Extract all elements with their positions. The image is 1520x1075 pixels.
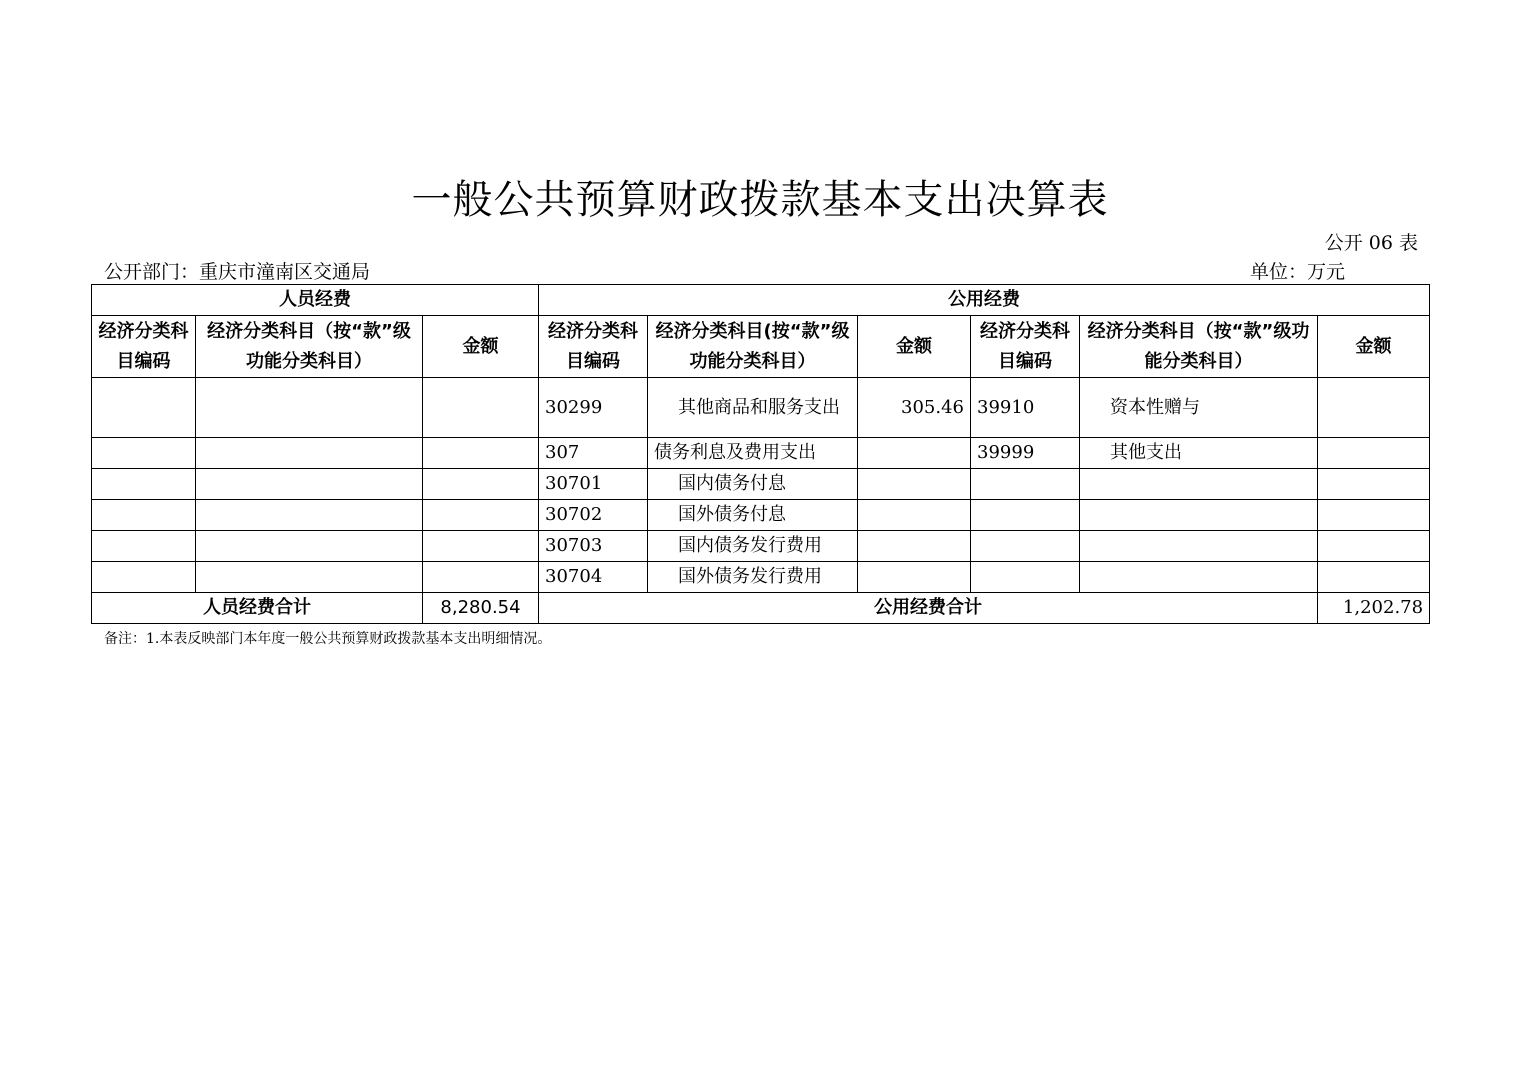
total-personnel-value: 8,280.54: [423, 593, 539, 624]
unit-label: 单位：万元: [1250, 261, 1346, 283]
cell-amount: [858, 469, 971, 500]
col-header-name: 经济分类科目(按“款”级功能分类科目）: [648, 316, 858, 378]
cell-amount: [1318, 500, 1430, 531]
cell-empty: [423, 500, 539, 531]
group-header-row: [92, 285, 1430, 316]
cell-amount: [1318, 378, 1430, 438]
cell-code: 30704: [539, 562, 648, 593]
table-row: [92, 378, 1430, 438]
form-number: 公开 06 表: [1324, 232, 1418, 254]
col-header-amount: 金额: [858, 316, 971, 378]
table-row: [92, 438, 1430, 469]
cell-name: 国内债务付息: [648, 469, 858, 500]
cell-amount: [1318, 531, 1430, 562]
table-row: [92, 500, 1430, 531]
department-label: 公开部门：重庆市潼南区交通局: [104, 261, 371, 283]
cell-empty: [92, 500, 196, 531]
cell-amount: [1318, 469, 1430, 500]
cell-empty: [196, 438, 423, 469]
cell-empty: [423, 438, 539, 469]
table-row: [92, 531, 1430, 562]
table-row: [92, 469, 1430, 500]
cell-empty: [92, 562, 196, 593]
cell-name: [1080, 562, 1318, 593]
cell-code: 30701: [539, 469, 648, 500]
cell-empty: [92, 469, 196, 500]
cell-amount: [858, 438, 971, 469]
cell-empty: [92, 531, 196, 562]
total-public-value: 1,202.78: [1318, 593, 1430, 624]
cell-empty: [196, 378, 423, 438]
table-row: [92, 562, 1430, 593]
cell-code: [971, 531, 1080, 562]
cell-code: 30703: [539, 531, 648, 562]
cell-code: [971, 500, 1080, 531]
cell-code: 39910: [971, 378, 1080, 438]
cell-empty: [423, 531, 539, 562]
group-header-public: 公用经费: [539, 285, 1430, 316]
cell-name: 国内债务发行费用: [648, 531, 858, 562]
cell-empty: [92, 378, 196, 438]
cell-code: 39999: [971, 438, 1080, 469]
cell-name: [1080, 500, 1318, 531]
group-header-personnel: 人员经费: [92, 285, 539, 316]
col-header-name: 经济分类科目（按“款”级功能分类科目）: [1080, 316, 1318, 378]
col-header-amount: 金额: [1318, 316, 1430, 378]
cell-code: [971, 562, 1080, 593]
cell-name: [1080, 469, 1318, 500]
page-title: 一般公共预算财政拨款基本支出决算表: [411, 177, 1109, 223]
col-header-amount: 金额: [423, 316, 539, 378]
cell-amount: [1318, 562, 1430, 593]
cell-amount: 305.46: [858, 378, 971, 438]
cell-empty: [196, 500, 423, 531]
cell-name: [1080, 531, 1318, 562]
cell-code: 30702: [539, 500, 648, 531]
cell-name: 债务利息及费用支出: [648, 438, 858, 469]
cell-code: 30299: [539, 378, 648, 438]
cell-amount: [858, 500, 971, 531]
footnote: 备注：1.本表反映部门本年度一般公共预算财政拨款基本支出明细情况。: [104, 631, 552, 647]
col-header-code: 经济分类科目编码: [539, 316, 648, 378]
expenditure-table: [91, 284, 1430, 624]
cell-code: [971, 469, 1080, 500]
cell-empty: [196, 469, 423, 500]
totals-row: [92, 593, 1430, 624]
cell-empty: [423, 562, 539, 593]
cell-name: 资本性赠与: [1080, 378, 1318, 438]
cell-name: 国外债务付息: [648, 500, 858, 531]
cell-empty: [92, 438, 196, 469]
cell-code: 307: [539, 438, 648, 469]
cell-name: 其他支出: [1080, 438, 1318, 469]
total-personnel-label: 人员经费合计: [92, 593, 423, 624]
cell-name: 国外债务发行费用: [648, 562, 858, 593]
cell-empty: [423, 469, 539, 500]
total-public-label: 公用经费合计: [539, 593, 1318, 624]
col-header-name: 经济分类科目（按“款”级功能分类科目）: [196, 316, 423, 378]
col-header-code: 经济分类科目编码: [971, 316, 1080, 378]
cell-empty: [196, 562, 423, 593]
col-header-code: 经济分类科目编码: [92, 316, 196, 378]
cell-empty: [196, 531, 423, 562]
column-header-row: [92, 316, 1430, 378]
cell-amount: [858, 531, 971, 562]
cell-empty: [423, 378, 539, 438]
cell-amount: [1318, 438, 1430, 469]
cell-amount: [858, 562, 971, 593]
cell-name: 其他商品和服务支出: [648, 378, 858, 438]
